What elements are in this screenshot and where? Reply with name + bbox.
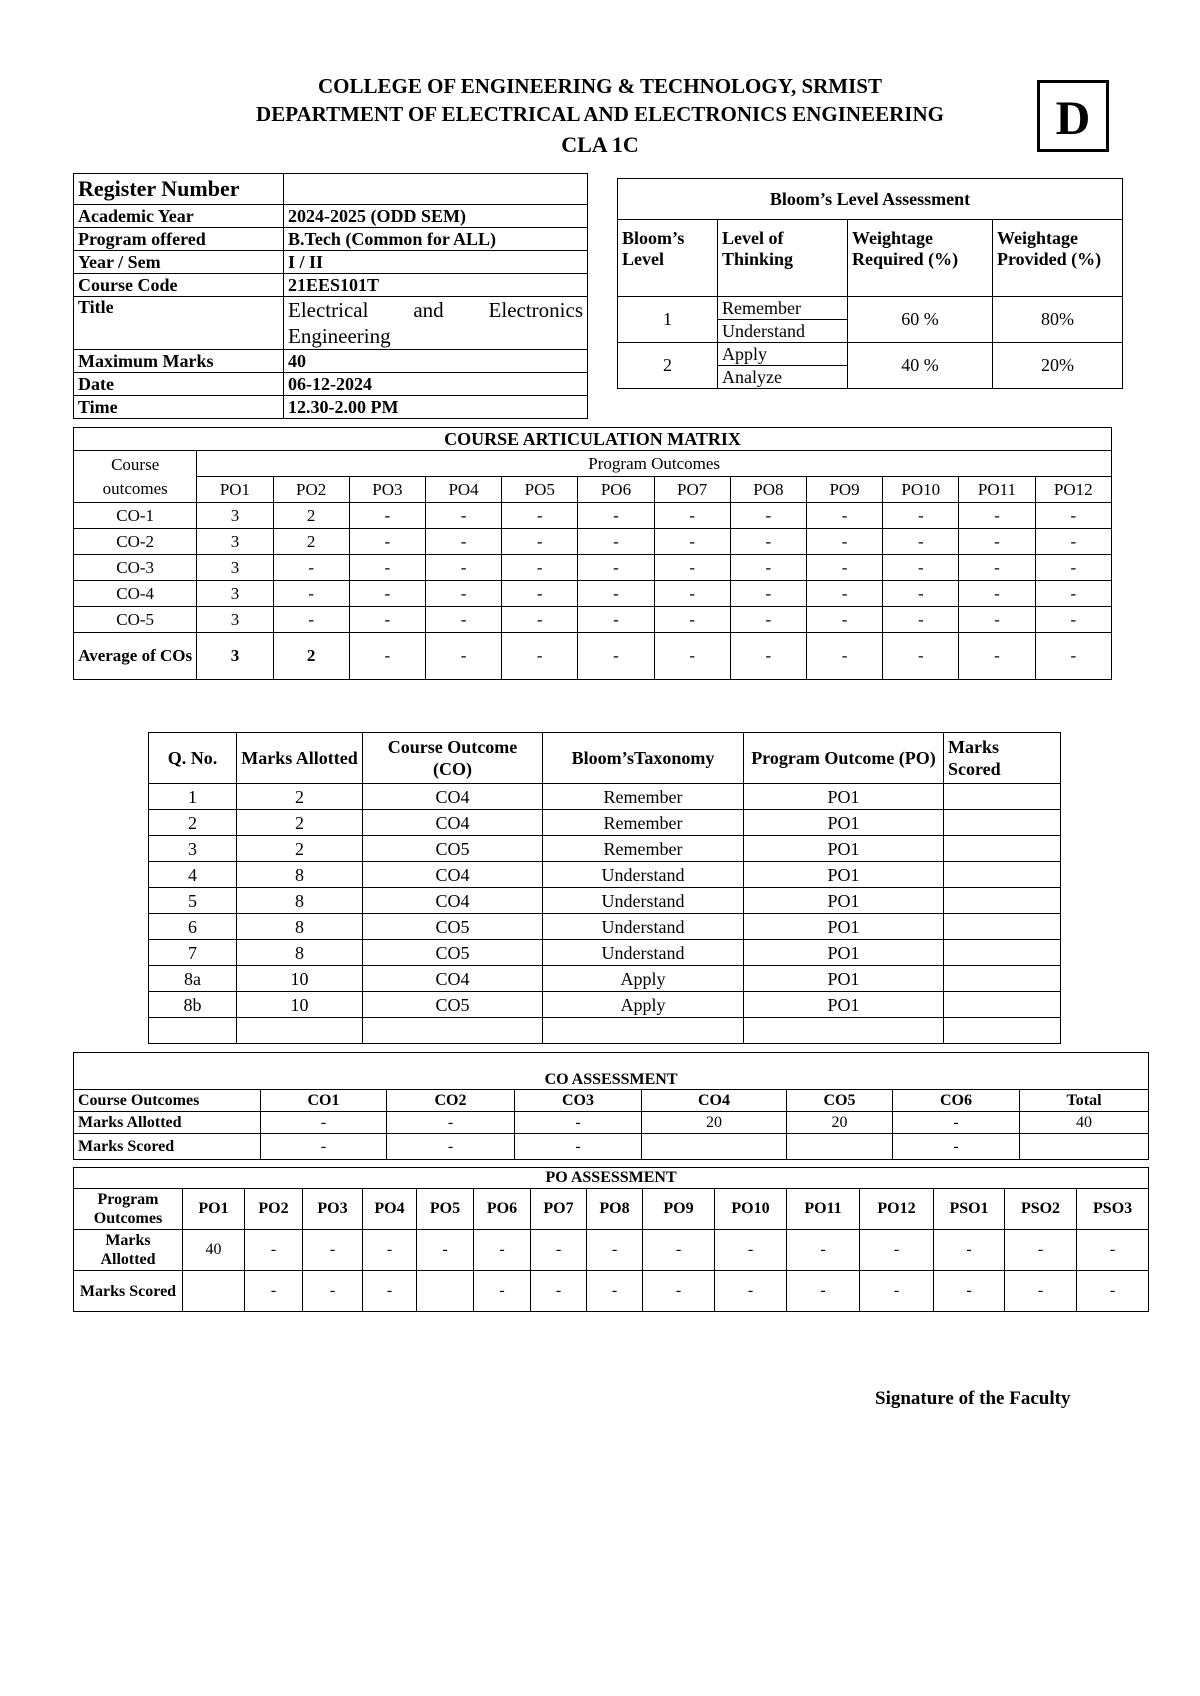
matrix-po-header-po10: PO10	[883, 477, 959, 503]
blooms-header-required: Weightage Required (%)	[848, 220, 993, 297]
po-marks-scored-cell[interactable]: -	[934, 1271, 1005, 1312]
matrix-cell: -	[578, 581, 654, 607]
question-cell	[744, 1018, 944, 1044]
marks-scored-cell[interactable]	[944, 992, 1061, 1018]
thinking-understand: Understand	[718, 320, 848, 343]
po-marks-allotted-cell: -	[860, 1230, 934, 1271]
matrix-cell: -	[1035, 529, 1111, 555]
question-set-box: D	[1037, 80, 1109, 152]
matrix-cell: -	[273, 581, 349, 607]
question-cell: Understand	[543, 862, 744, 888]
program-value: B.Tech (Common for ALL)	[284, 228, 588, 251]
matrix-cell: -	[1035, 503, 1111, 529]
po-marks-allotted-cell: -	[934, 1230, 1005, 1271]
matrix-average-cell: -	[806, 633, 882, 680]
po-marks-allotted-cell: -	[1005, 1230, 1077, 1271]
question-row	[149, 888, 1061, 914]
matrix-cell: -	[502, 503, 578, 529]
matrix-co-label: CO-3	[74, 555, 197, 581]
question-cell: 6	[149, 914, 237, 940]
po-assessment-header: PO11	[787, 1189, 860, 1230]
po-marks-allotted-cell: -	[531, 1230, 587, 1271]
question-cell: CO4	[363, 784, 543, 810]
matrix-po-header-po12: PO12	[1035, 477, 1111, 503]
matrix-cell: -	[730, 529, 806, 555]
co-assessment-header: CO6	[893, 1090, 1020, 1112]
faculty-signature-label: Signature of the Faculty	[875, 1388, 1071, 1409]
marks-scored-cell[interactable]	[944, 836, 1061, 862]
question-cell: 8b	[149, 992, 237, 1018]
matrix-cell: -	[959, 529, 1035, 555]
matrix-cell: -	[349, 581, 425, 607]
matrix-cell: -	[425, 581, 501, 607]
po-marks-scored-cell[interactable]: -	[531, 1271, 587, 1312]
weightage-required-2: 40 %	[848, 343, 993, 389]
question-cell: 8	[237, 888, 363, 914]
question-cell: 5	[149, 888, 237, 914]
marks-scored-cell[interactable]	[944, 862, 1061, 888]
co-marks-scored-cell[interactable]: -	[515, 1134, 642, 1160]
question-header: Marks Allotted	[237, 733, 363, 784]
title-label: Title	[74, 297, 284, 350]
weightage-required-1: 60 %	[848, 297, 993, 343]
thinking-analyze: Analyze	[718, 366, 848, 389]
matrix-cell: -	[883, 607, 959, 633]
po-assessment-header: PO4	[363, 1189, 417, 1230]
question-cell: 2	[237, 810, 363, 836]
question-cell: Understand	[543, 940, 744, 966]
marks-scored-cell[interactable]	[944, 784, 1061, 810]
matrix-cell: -	[578, 503, 654, 529]
question-header: Q. No.	[149, 733, 237, 784]
po-marks-allotted-label: Marks Allotted	[74, 1230, 183, 1271]
question-cell: CO5	[363, 836, 543, 862]
po-assessment-header: PSO2	[1005, 1189, 1077, 1230]
co-assessment-header: Total	[1020, 1090, 1149, 1112]
question-cell	[363, 1018, 543, 1044]
matrix-cell: 3	[197, 503, 273, 529]
matrix-po-header-po4: PO4	[425, 477, 501, 503]
co-marks-scored-cell[interactable]	[787, 1134, 893, 1160]
po-assessment-header: PO12	[860, 1189, 934, 1230]
matrix-po-header-po6: PO6	[578, 477, 654, 503]
question-cell: PO1	[744, 940, 944, 966]
question-cell: PO1	[744, 888, 944, 914]
question-cell: CO5	[363, 940, 543, 966]
matrix-cell: -	[349, 529, 425, 555]
matrix-cell: -	[425, 555, 501, 581]
blooms-title: Bloom’s Level Assessment	[618, 179, 1123, 220]
register-label: Register Number	[74, 174, 284, 205]
program-label: Program offered	[74, 228, 284, 251]
max-marks-value: 40	[284, 350, 588, 373]
question-cell: CO4	[363, 966, 543, 992]
question-cell: 8a	[149, 966, 237, 992]
co-marks-allotted-cell: -	[515, 1112, 642, 1134]
question-cell: 10	[237, 966, 363, 992]
matrix-average-cell: 2	[273, 633, 349, 680]
matrix-cell: -	[806, 529, 882, 555]
matrix-average-row	[74, 633, 1112, 680]
question-cell: 10	[237, 992, 363, 1018]
matrix-row	[74, 607, 1112, 633]
matrix-row	[74, 555, 1112, 581]
co-marks-allotted-cell: -	[387, 1112, 515, 1134]
co-marks-allotted-cell: 40	[1020, 1112, 1149, 1134]
matrix-cell: -	[730, 581, 806, 607]
question-row	[149, 810, 1061, 836]
co-marks-allotted-cell: -	[893, 1112, 1020, 1134]
matrix-cell: -	[730, 607, 806, 633]
question-header: Marks Scored	[944, 733, 1061, 784]
max-marks-label: Maximum Marks	[74, 350, 284, 373]
blooms-header-thinking: Level of Thinking	[718, 220, 848, 297]
po-marks-scored-label: Marks Scored	[74, 1271, 183, 1312]
matrix-po-header-po5: PO5	[502, 477, 578, 503]
matrix-cell: -	[578, 529, 654, 555]
question-cell: PO1	[744, 784, 944, 810]
question-cell: 7	[149, 940, 237, 966]
matrix-average-cell: -	[654, 633, 730, 680]
matrix-cell: -	[654, 529, 730, 555]
matrix-cell: -	[349, 607, 425, 633]
co-marks-allotted-cell: -	[261, 1112, 387, 1134]
po-assessment-header: PO5	[417, 1189, 474, 1230]
exam-info-table	[73, 173, 588, 419]
question-row	[149, 784, 1061, 810]
question-cell: PO1	[744, 966, 944, 992]
question-cell: Remember	[543, 784, 744, 810]
po-marks-scored-cell[interactable]: -	[643, 1271, 715, 1312]
po-marks-allotted-cell: -	[643, 1230, 715, 1271]
po-marks-scored-cell[interactable]: -	[787, 1271, 860, 1312]
course-code-value: 21EES101T	[284, 274, 588, 297]
matrix-po-header-po11: PO11	[959, 477, 1035, 503]
co-marks-allotted-label: Marks Allotted	[74, 1112, 261, 1134]
question-cell	[237, 1018, 363, 1044]
matrix-cell: -	[502, 607, 578, 633]
po-marks-allotted-cell: -	[1077, 1230, 1149, 1271]
question-cell: CO5	[363, 914, 543, 940]
matrix-cell: -	[273, 555, 349, 581]
weightage-provided-2: 20%	[993, 343, 1123, 389]
matrix-row	[74, 503, 1112, 529]
matrix-cell: -	[806, 555, 882, 581]
matrix-cell: -	[654, 503, 730, 529]
matrix-cell: -	[502, 555, 578, 581]
po-marks-scored-cell[interactable]: -	[1077, 1271, 1149, 1312]
matrix-cell: 3	[197, 581, 273, 607]
co-assessment-header: CO5	[787, 1090, 893, 1112]
matrix-po-header-po7: PO7	[654, 477, 730, 503]
po-marks-scored-cell[interactable]: -	[303, 1271, 363, 1312]
question-cell: PO1	[744, 862, 944, 888]
matrix-average-cell: -	[425, 633, 501, 680]
po-marks-scored-cell[interactable]: -	[245, 1271, 303, 1312]
matrix-cell: -	[349, 555, 425, 581]
co-marks-scored-cell[interactable]: -	[261, 1134, 387, 1160]
co-assessment-table	[73, 1052, 1149, 1160]
matrix-po-header-po8: PO8	[730, 477, 806, 503]
blooms-header-provided: Weightage Provided (%)	[993, 220, 1123, 297]
marks-scored-cell[interactable]	[944, 966, 1061, 992]
matrix-cell: -	[806, 607, 882, 633]
po-assessment-header: PO2	[245, 1189, 303, 1230]
matrix-co-label: CO-2	[74, 529, 197, 555]
question-cell: 4	[149, 862, 237, 888]
title-value: Electrical and Electronics Engineering	[284, 297, 588, 350]
matrix-cell: -	[654, 555, 730, 581]
question-row	[149, 1018, 1061, 1044]
question-row	[149, 992, 1061, 1018]
co-marks-scored-cell[interactable]: -	[387, 1134, 515, 1160]
date-label: Date	[74, 373, 284, 396]
matrix-cell: -	[959, 607, 1035, 633]
question-marks-table	[148, 732, 1061, 1044]
co-marks-scored-cell[interactable]: -	[893, 1134, 1020, 1160]
po-assessment-table	[73, 1167, 1149, 1312]
matrix-cell: -	[883, 529, 959, 555]
po-assessment-header: PSO3	[1077, 1189, 1149, 1230]
matrix-cell: -	[959, 503, 1035, 529]
marks-scored-cell[interactable]	[944, 914, 1061, 940]
po-assessment-header: PO1	[183, 1189, 245, 1230]
matrix-cell: 3	[197, 555, 273, 581]
weightage-provided-1: 80%	[993, 297, 1123, 343]
co-assessment-header: CO2	[387, 1090, 515, 1112]
question-cell: Remember	[543, 810, 744, 836]
academic-year-label: Academic Year	[74, 205, 284, 228]
academic-year-value: 2024-2025 (ODD SEM)	[284, 205, 588, 228]
po-marks-scored-cell[interactable]: -	[715, 1271, 787, 1312]
question-cell: PO1	[744, 836, 944, 862]
matrix-co-header: Course outcomes	[74, 451, 197, 503]
po-assessment-header-label: Program Outcomes	[74, 1189, 183, 1230]
question-cell: 8	[237, 940, 363, 966]
co-assessment-header: CO3	[515, 1090, 642, 1112]
matrix-cell: -	[730, 555, 806, 581]
marks-scored-cell[interactable]	[944, 1018, 1061, 1044]
matrix-title: COURSE ARTICULATION MATRIX	[74, 428, 1112, 451]
po-marks-allotted-cell: -	[474, 1230, 531, 1271]
matrix-cell: 3	[197, 607, 273, 633]
matrix-average-cell: -	[349, 633, 425, 680]
matrix-cell: -	[425, 607, 501, 633]
question-row	[149, 966, 1061, 992]
matrix-cell: -	[959, 555, 1035, 581]
po-assessment-title: PO ASSESSMENT	[74, 1168, 1149, 1189]
matrix-po-header-po1: PO1	[197, 477, 273, 503]
question-cell: 8	[237, 914, 363, 940]
co-marks-scored-cell[interactable]	[642, 1134, 787, 1160]
po-assessment-header: PO3	[303, 1189, 363, 1230]
matrix-cell: -	[425, 529, 501, 555]
po-marks-scored-cell[interactable]: -	[474, 1271, 531, 1312]
po-marks-scored-cell[interactable]	[183, 1271, 245, 1312]
po-marks-allotted-cell: 40	[183, 1230, 245, 1271]
question-row	[149, 836, 1061, 862]
co-assessment-title: CO ASSESSMENT	[74, 1053, 1149, 1090]
matrix-cell: -	[349, 503, 425, 529]
po-marks-allotted-cell: -	[245, 1230, 303, 1271]
date-value: 06-12-2024	[284, 373, 588, 396]
co-marks-allotted-cell: 20	[642, 1112, 787, 1134]
question-cell: 2	[237, 836, 363, 862]
matrix-cell: -	[730, 503, 806, 529]
po-marks-scored-cell[interactable]: -	[1005, 1271, 1077, 1312]
matrix-cell: -	[578, 607, 654, 633]
po-assessment-header: PSO1	[934, 1189, 1005, 1230]
matrix-cell: -	[1035, 581, 1111, 607]
question-header: Bloom’sTaxonomy	[543, 733, 744, 784]
matrix-po-header-po2: PO2	[273, 477, 349, 503]
blooms-header-level: Bloom’s Level	[618, 220, 718, 297]
po-assessment-header: PO6	[474, 1189, 531, 1230]
matrix-po-header-po9: PO9	[806, 477, 882, 503]
matrix-average-label: Average of COs	[74, 633, 197, 680]
po-marks-scored-cell[interactable]: -	[860, 1271, 934, 1312]
po-marks-scored-cell[interactable]: -	[587, 1271, 643, 1312]
question-header: Program Outcome (PO)	[744, 733, 944, 784]
course-articulation-matrix	[73, 427, 1112, 680]
matrix-po-header: Program Outcomes	[197, 451, 1112, 477]
matrix-cell: -	[1035, 607, 1111, 633]
question-cell: CO4	[363, 888, 543, 914]
matrix-cell: -	[883, 581, 959, 607]
matrix-average-cell: -	[1035, 633, 1111, 680]
register-value[interactable]	[284, 174, 588, 205]
question-row	[149, 914, 1061, 940]
marks-scored-cell[interactable]	[944, 940, 1061, 966]
po-marks-scored-cell[interactable]	[417, 1271, 474, 1312]
question-cell: PO1	[744, 992, 944, 1018]
question-cell: CO4	[363, 862, 543, 888]
matrix-average-cell: 3	[197, 633, 273, 680]
question-cell: CO5	[363, 992, 543, 1018]
po-assessment-header: PO8	[587, 1189, 643, 1230]
matrix-co-label: CO-4	[74, 581, 197, 607]
co-assessment-header: CO4	[642, 1090, 787, 1112]
matrix-row	[74, 581, 1112, 607]
question-cell: 1	[149, 784, 237, 810]
po-marks-allotted-cell: -	[715, 1230, 787, 1271]
matrix-cell: -	[502, 581, 578, 607]
matrix-row	[74, 529, 1112, 555]
thinking-apply: Apply	[718, 343, 848, 366]
po-marks-scored-cell[interactable]: -	[363, 1271, 417, 1312]
question-cell: 3	[149, 836, 237, 862]
question-cell	[149, 1018, 237, 1044]
co-assessment-header: CO1	[261, 1090, 387, 1112]
question-cell: PO1	[744, 914, 944, 940]
question-row	[149, 862, 1061, 888]
department-name: DEPARTMENT OF ELECTRICAL AND ELECTRONICS ENGINEERING	[256, 102, 944, 126]
po-marks-allotted-cell: -	[587, 1230, 643, 1271]
po-assessment-header: PO10	[715, 1189, 787, 1230]
matrix-cell: -	[654, 607, 730, 633]
matrix-co-label: CO-1	[74, 503, 197, 529]
question-cell: PO1	[744, 810, 944, 836]
matrix-cell: -	[425, 503, 501, 529]
time-label: Time	[74, 396, 284, 419]
matrix-average-cell: -	[883, 633, 959, 680]
time-value: 12.30-2.00 PM	[284, 396, 588, 419]
matrix-cell: -	[502, 529, 578, 555]
question-cell: Understand	[543, 914, 744, 940]
po-marks-allotted-cell: -	[417, 1230, 474, 1271]
matrix-cell: 3	[197, 529, 273, 555]
matrix-co-label: CO-5	[74, 607, 197, 633]
matrix-cell: -	[806, 503, 882, 529]
question-cell: 8	[237, 862, 363, 888]
matrix-cell: -	[806, 581, 882, 607]
co-marks-allotted-cell: 20	[787, 1112, 893, 1134]
question-cell: Apply	[543, 966, 744, 992]
matrix-cell: 2	[273, 529, 349, 555]
matrix-average-cell: -	[578, 633, 654, 680]
question-cell: Remember	[543, 836, 744, 862]
co-marks-scored-label: Marks Scored	[74, 1134, 261, 1160]
po-marks-allotted-cell: -	[363, 1230, 417, 1271]
marks-scored-cell[interactable]	[944, 810, 1061, 836]
question-header: Course Outcome (CO)	[363, 733, 543, 784]
matrix-average-cell: -	[730, 633, 806, 680]
exam-title: CLA 1C	[561, 132, 639, 157]
blooms-level-2: 2	[618, 343, 718, 389]
co-marks-scored-cell[interactable]	[1020, 1134, 1149, 1160]
year-sem-value: I / II	[284, 251, 588, 274]
question-cell: CO4	[363, 810, 543, 836]
matrix-cell: -	[1035, 555, 1111, 581]
blooms-level-1: 1	[618, 297, 718, 343]
po-marks-allotted-cell: -	[787, 1230, 860, 1271]
matrix-cell: -	[959, 581, 1035, 607]
thinking-remember: Remember	[718, 297, 848, 320]
po-marks-allotted-cell: -	[303, 1230, 363, 1271]
matrix-cell: -	[654, 581, 730, 607]
question-row	[149, 940, 1061, 966]
matrix-po-header-po3: PO3	[349, 477, 425, 503]
matrix-cell: 2	[273, 503, 349, 529]
question-cell: Apply	[543, 992, 744, 1018]
matrix-average-cell: -	[502, 633, 578, 680]
marks-scored-cell[interactable]	[944, 888, 1061, 914]
course-code-label: Course Code	[74, 274, 284, 297]
matrix-cell: -	[273, 607, 349, 633]
matrix-cell: -	[883, 555, 959, 581]
matrix-cell: -	[883, 503, 959, 529]
po-assessment-header: PO9	[643, 1189, 715, 1230]
po-assessment-header: PO7	[531, 1189, 587, 1230]
co-assessment-header: Course Outcomes	[74, 1090, 261, 1112]
blooms-level-table	[617, 178, 1123, 389]
year-sem-label: Year / Sem	[74, 251, 284, 274]
matrix-cell: -	[578, 555, 654, 581]
matrix-average-cell: -	[959, 633, 1035, 680]
question-cell	[543, 1018, 744, 1044]
college-name: COLLEGE OF ENGINEERING & TECHNOLOGY, SRMIST	[317, 74, 882, 98]
question-cell: Understand	[543, 888, 744, 914]
question-cell: 2	[149, 810, 237, 836]
question-cell: 2	[237, 784, 363, 810]
